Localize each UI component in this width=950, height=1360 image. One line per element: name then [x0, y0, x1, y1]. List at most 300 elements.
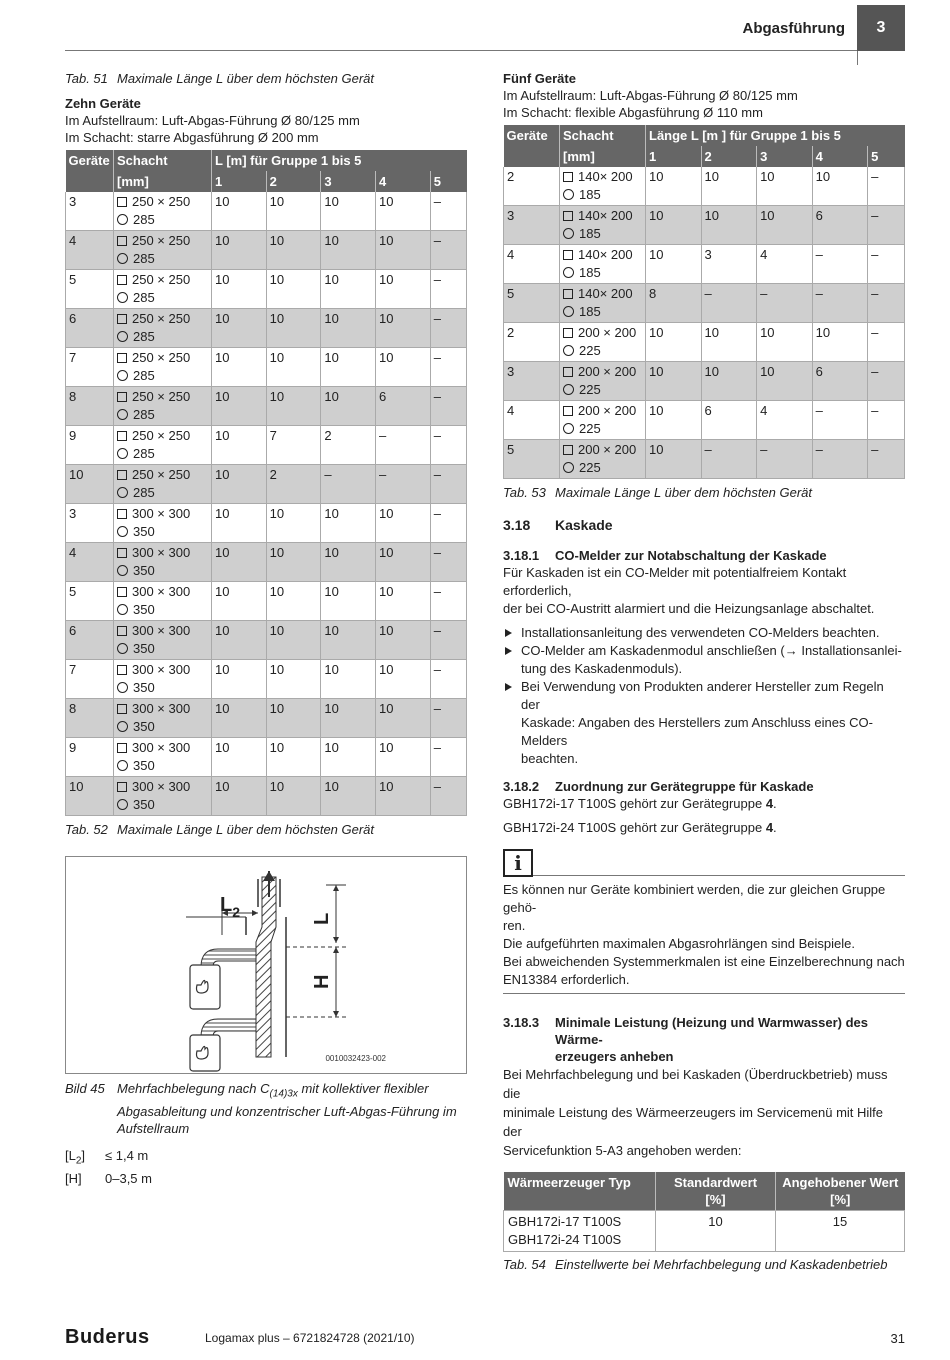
- square-icon: [117, 587, 127, 597]
- cell-group-1: 10: [646, 245, 702, 284]
- cell-schacht: 300 × 300 350: [114, 660, 212, 699]
- cell-group-1: 10: [646, 323, 702, 362]
- th-laenge: L [m] für Gruppe 1 bis 5: [212, 150, 467, 171]
- cell-group-3: 10: [321, 231, 376, 270]
- cell-group-2: 10: [266, 543, 321, 582]
- cell-group-5: –: [868, 362, 905, 401]
- label-l2: $L_2$: [220, 894, 241, 920]
- cell-group-4: 10: [376, 738, 431, 777]
- cell-geraete: 4: [504, 401, 560, 440]
- cell-group-1: 10: [646, 401, 702, 440]
- circle-icon: [563, 189, 574, 200]
- figure-code: 0010032423-002: [325, 1054, 386, 1063]
- intro-line-1-right: Im Aufstellraum: Luft-Abgas-Führung Ø 80/125 mm: [503, 88, 798, 103]
- info-text: Es können nur Geräte kombiniert werden, die zur gleichen Gruppe gehö- ren. Die aufgeführten maximalen Abgasrohrlängen sind Beispiele. Bei abweichenden Systemmerkmalen ist eine Einzelberechnung nach EN13384 erforderlich.: [503, 882, 905, 987]
- info-box: [503, 849, 905, 994]
- table-row: [66, 621, 467, 660]
- s3181-body-2: der bei CO-Austritt alarmiert und die Heizungsanlage abschaltet.: [503, 601, 875, 616]
- cell-group-5: –: [430, 387, 466, 426]
- cell-group-1: 10: [212, 465, 267, 504]
- cell-group-3: 10: [757, 362, 813, 401]
- circle-icon: [117, 643, 128, 654]
- cell-group-5: –: [430, 660, 466, 699]
- cell-group-2: 10: [266, 621, 321, 660]
- cell-group-5: –: [430, 465, 466, 504]
- circle-icon: [563, 306, 574, 317]
- cell-group-2: 10: [266, 660, 321, 699]
- bullet-1: Installationsanleitung des verwendeten CO-Melders beachten.: [503, 624, 905, 642]
- table-row: [66, 738, 467, 777]
- cell-schacht: 250 × 250 285: [114, 309, 212, 348]
- circle-icon: [563, 462, 574, 473]
- cell-group-4: 10: [376, 621, 431, 660]
- table-54: [503, 1172, 905, 1252]
- th-geraete: Geräte: [66, 150, 114, 171]
- th-empty-right: [504, 146, 560, 167]
- cell-geraete: 5: [504, 284, 560, 323]
- cell-group-5: –: [430, 192, 466, 231]
- th-mm-right: [mm]: [560, 146, 646, 167]
- cell-group-3: 10: [321, 348, 376, 387]
- chapter-number: 3: [857, 5, 905, 51]
- cell-group-4: 10: [376, 270, 431, 309]
- cell-geraete: 6: [66, 621, 114, 660]
- s3183-body-3: Servicefunktion 5-A3 angehoben werden:: [503, 1143, 742, 1158]
- cell-group-2: 10: [266, 777, 321, 816]
- cell-group-5: –: [430, 699, 466, 738]
- table-row: [66, 582, 467, 621]
- header-rule: [65, 50, 857, 51]
- tab54-caption: Tab. 54 Einstellwerte bei Mehrfachbelegung und Kaskadenbetrieb: [503, 1257, 888, 1272]
- cell-geraete: 4: [504, 245, 560, 284]
- table-row: [66, 543, 467, 582]
- cell-group-5: –: [430, 504, 466, 543]
- cell-group-4: –: [376, 465, 431, 504]
- cell-group-5: –: [430, 582, 466, 621]
- cell-schacht: 200 × 200 225: [560, 440, 646, 479]
- cell-group-1: 8: [646, 284, 702, 323]
- intro-line-1: Im Aufstellraum: Luft-Abgas-Führung Ø 80/125 mm: [65, 113, 360, 128]
- table-row: [66, 699, 467, 738]
- cell-group-5: –: [868, 401, 905, 440]
- cell-group-4: 10: [812, 167, 868, 206]
- cell-group-5: –: [868, 245, 905, 284]
- header-tick: [857, 51, 858, 65]
- square-icon: [563, 406, 573, 416]
- cell-group-2: 10: [701, 206, 757, 245]
- cell-group-2: 10: [701, 323, 757, 362]
- cell-geraete: 4: [66, 543, 114, 582]
- circle-icon: [117, 214, 128, 225]
- circle-icon: [117, 292, 128, 303]
- cell-group-3: 2: [321, 426, 376, 465]
- circle-icon: [117, 760, 128, 771]
- cell-group-4: 10: [812, 323, 868, 362]
- cell-group-4: –: [812, 245, 868, 284]
- cell-geraete: 2: [504, 167, 560, 206]
- cell-schacht: 250 × 250 285: [114, 387, 212, 426]
- cell-group-4: 10: [376, 504, 431, 543]
- cell-group-2: 3: [701, 245, 757, 284]
- circle-icon: [563, 345, 574, 356]
- cell-group-1: 10: [646, 206, 702, 245]
- table-row: [66, 504, 467, 543]
- cell-group-5: –: [430, 426, 466, 465]
- th-schacht: Schacht: [114, 150, 212, 171]
- cell-group-2: 10: [266, 348, 321, 387]
- cell-group-1: 10: [212, 270, 267, 309]
- cell-group-1: 10: [212, 348, 267, 387]
- cell-group-4: 6: [812, 206, 868, 245]
- circle-icon: [117, 721, 128, 732]
- cell-group-5: –: [868, 440, 905, 479]
- cell-group-2: 10: [266, 582, 321, 621]
- cell-group-4: 10: [376, 699, 431, 738]
- circle-icon: [117, 487, 128, 498]
- square-icon: [563, 289, 573, 299]
- cell-group-2: 7: [266, 426, 321, 465]
- cell-group-1: 10: [212, 543, 267, 582]
- section-heading-ten: Zehn Geräte: [65, 96, 141, 111]
- square-icon: [563, 328, 573, 338]
- cell-schacht: 140× 200 185: [560, 206, 646, 245]
- square-icon: [563, 211, 573, 221]
- t54-h-raised: Angehobener Wert [%]: [776, 1172, 905, 1211]
- cell-schacht: 140× 200 185: [560, 284, 646, 323]
- table-row: [504, 1211, 905, 1252]
- cell-schacht: 200 × 200 225: [560, 323, 646, 362]
- cell-group-1: 10: [212, 699, 267, 738]
- info-icon: i: [503, 849, 533, 877]
- cell-group-2: 10: [701, 167, 757, 206]
- s3181-body-1: Für Kaskaden ist ein CO-Melder mit potentialfreiem Kontakt erforderlich,: [503, 565, 847, 598]
- cell-geraete: 8: [66, 699, 114, 738]
- th-group-4-right: 4: [812, 146, 868, 167]
- cell-group-2: 10: [266, 270, 321, 309]
- square-icon: [563, 367, 573, 377]
- table-row: [504, 206, 905, 245]
- th-empty: [66, 171, 114, 192]
- square-icon: [117, 548, 127, 558]
- square-icon: [117, 314, 127, 324]
- cell-group-2: 10: [266, 699, 321, 738]
- section-3-18-1-heading: 3.18.1 CO-Melder zur Notabschaltung der Kaskade: [503, 548, 827, 563]
- circle-icon: [117, 370, 128, 381]
- cell-group-2: 6: [701, 401, 757, 440]
- cell-schacht: 250 × 250 285: [114, 270, 212, 309]
- th-group-2: 2: [266, 171, 321, 192]
- cell-group-3: 10: [757, 206, 813, 245]
- table-row: [66, 387, 467, 426]
- cell-geraete: 7: [66, 660, 114, 699]
- cell-schacht: 300 × 300 350: [114, 543, 212, 582]
- cell-group-4: –: [376, 426, 431, 465]
- cell-group-1: 10: [212, 660, 267, 699]
- square-icon: [563, 172, 573, 182]
- cell-group-5: –: [430, 621, 466, 660]
- cell-group-2: 10: [266, 504, 321, 543]
- figure-45: [65, 856, 467, 1074]
- cell-group-3: 10: [321, 582, 376, 621]
- cell-group-1: 10: [212, 192, 267, 231]
- table-row: [504, 440, 905, 479]
- cell-group-2: –: [701, 440, 757, 479]
- square-icon: [117, 431, 127, 441]
- cell-group-1: 10: [212, 582, 267, 621]
- cell-group-2: 2: [266, 465, 321, 504]
- legend-l2: $[L_2]$ ≤ 1,4 m: [65, 1147, 149, 1167]
- cell-group-4: 6: [812, 362, 868, 401]
- circle-icon: [117, 448, 128, 459]
- square-icon: [563, 250, 573, 260]
- table-row: [66, 309, 467, 348]
- square-icon: [117, 665, 127, 675]
- table-row: [504, 401, 905, 440]
- cell-group-3: 10: [757, 167, 813, 206]
- cell-group-4: 10: [376, 543, 431, 582]
- circle-icon: [563, 423, 574, 434]
- section-3-18-3-heading: 3.18.3 Minimale Leistung (Heizung und Warmwasser) des Wärme- erzeugers anheben: [503, 1015, 869, 1064]
- s3182-line-2: GBH172i-24 T100S gehört zur Gerätegruppe 4.: [503, 820, 777, 835]
- cell-geraete: 2: [504, 323, 560, 362]
- cell-group-1: 10: [212, 231, 267, 270]
- cell-geraete: 10: [66, 465, 114, 504]
- cell-group-1: 10: [212, 387, 267, 426]
- intro-line-2: Im Schacht: starre Abgasführung Ø 200 mm: [65, 130, 319, 145]
- cell-geraete: 9: [66, 426, 114, 465]
- tab53-caption: Tab. 53 Maximale Länge L über dem höchsten Gerät: [503, 485, 813, 500]
- th-group-3: 3: [321, 171, 376, 192]
- table-row: [66, 465, 467, 504]
- circle-icon: [117, 799, 128, 810]
- cell-group-4: 10: [376, 777, 431, 816]
- table-row: [66, 777, 467, 816]
- cell-group-5: –: [430, 543, 466, 582]
- square-icon: [563, 445, 573, 455]
- table-five-devices: [503, 125, 905, 479]
- cell-schacht: 140× 200 185: [560, 245, 646, 284]
- cell-group-4: 10: [376, 192, 431, 231]
- cell-schacht: 250 × 250 285: [114, 192, 212, 231]
- square-icon: [117, 509, 127, 519]
- cell-group-4: –: [812, 401, 868, 440]
- cell-group-2: 10: [266, 192, 321, 231]
- cell-geraete: 6: [66, 309, 114, 348]
- cell-group-3: 4: [757, 245, 813, 284]
- tab52-caption: Tab. 52 Maximale Länge L über dem höchsten Gerät: [65, 822, 375, 837]
- th-group-3-right: 3: [757, 146, 813, 167]
- table-row: [504, 323, 905, 362]
- cell-schacht: 300 × 300 350: [114, 504, 212, 543]
- cell-group-2: 10: [266, 231, 321, 270]
- bullet-list: [503, 624, 905, 768]
- cell-geraete: 3: [504, 206, 560, 245]
- cell-group-3: 10: [321, 660, 376, 699]
- circle-icon: [117, 682, 128, 693]
- cell-group-5: –: [430, 348, 466, 387]
- circle-icon: [117, 526, 128, 537]
- cell-group-3: 10: [321, 192, 376, 231]
- cell-geraete: 5: [504, 440, 560, 479]
- cell-group-4: –: [812, 440, 868, 479]
- cell-group-3: 10: [321, 699, 376, 738]
- cell-group-5: –: [868, 323, 905, 362]
- label-h: H: [311, 974, 333, 989]
- circle-icon: [117, 565, 128, 576]
- flue-diagram: [66, 857, 466, 1073]
- table-row: [66, 192, 467, 231]
- circle-icon: [117, 331, 128, 342]
- cell-group-3: 10: [321, 777, 376, 816]
- table-row: [504, 284, 905, 323]
- cell-group-3: 10: [757, 323, 813, 362]
- table-row: [66, 270, 467, 309]
- cell-geraete: 7: [66, 348, 114, 387]
- th-group-2-right: 2: [701, 146, 757, 167]
- circle-icon: [117, 604, 128, 615]
- cell-schacht: 300 × 300 350: [114, 738, 212, 777]
- cell-geraete: 9: [66, 738, 114, 777]
- th-schacht-right: Schacht: [560, 125, 646, 146]
- cell-geraete: 10: [66, 777, 114, 816]
- cell-group-2: 10: [701, 362, 757, 401]
- tab51-caption: Tab. 51 Maximale Länge L über dem höchsten Gerät: [65, 71, 375, 86]
- cell-schacht: 300 × 300 350: [114, 582, 212, 621]
- cell-schacht: 250 × 250 285: [114, 465, 212, 504]
- square-icon: [117, 353, 127, 363]
- cell-group-4: 10: [376, 231, 431, 270]
- table-row: [504, 167, 905, 206]
- cell-geraete: 8: [66, 387, 114, 426]
- cell-group-5: –: [430, 270, 466, 309]
- cell-group-2: –: [701, 284, 757, 323]
- cell-group-2: 10: [266, 738, 321, 777]
- cell-group-5: –: [430, 777, 466, 816]
- th-geraete-right: Geräte: [504, 125, 560, 146]
- cell-geraete: 5: [66, 270, 114, 309]
- left-column: [65, 70, 467, 1188]
- table-row: [504, 362, 905, 401]
- cell-geraete: 3: [66, 504, 114, 543]
- cell-group-1: 10: [212, 777, 267, 816]
- cell-group-2: 10: [266, 309, 321, 348]
- square-icon: [117, 236, 127, 246]
- square-icon: [117, 392, 127, 402]
- cell-group-4: 10: [376, 348, 431, 387]
- s3182-line-1: GBH172i-17 T100S gehört zur Gerätegruppe 4.: [503, 796, 777, 811]
- cell-group-5: –: [868, 206, 905, 245]
- th-mm: [mm]: [114, 171, 212, 192]
- section-3-18-heading: 3.18 Kaskade: [503, 517, 613, 533]
- cell-group-4: 10: [376, 582, 431, 621]
- cell-schacht: 200 × 200 225: [560, 362, 646, 401]
- cell-group-4: 6: [376, 387, 431, 426]
- s3183-body-1: Bei Mehrfachbelegung und bei Kaskaden (Überdruckbetrieb) muss die: [503, 1067, 888, 1101]
- cell-group-5: –: [430, 738, 466, 777]
- cell-group-1: 10: [212, 621, 267, 660]
- cell-schacht: 200 × 200 225: [560, 401, 646, 440]
- cell-group-3: 10: [321, 543, 376, 582]
- right-column: [503, 70, 905, 1273]
- th-group-1-right: 1: [646, 146, 702, 167]
- cell-geraete: 3: [504, 362, 560, 401]
- th-group-5-right: 5: [868, 146, 905, 167]
- cell-group-3: –: [757, 440, 813, 479]
- cell-group-1: 10: [212, 309, 267, 348]
- square-icon: [117, 470, 127, 480]
- cell-group-3: –: [757, 284, 813, 323]
- label-l: L: [311, 912, 333, 925]
- th-laenge-right: Länge L [m ] für Gruppe 1 bis 5: [646, 125, 905, 146]
- circle-icon: [117, 409, 128, 420]
- cell-group-1: 10: [212, 426, 267, 465]
- table-row: [66, 660, 467, 699]
- section-3-18-2-heading: 3.18.2 Zuordnung zur Gerätegruppe für Kaskade: [503, 779, 814, 794]
- cell-group-1: 10: [646, 167, 702, 206]
- cell-geraete: 5: [66, 582, 114, 621]
- cell-group-3: 10: [321, 504, 376, 543]
- cell-group-3: 10: [321, 738, 376, 777]
- table-row: [504, 245, 905, 284]
- brand-logo: Buderus: [65, 1326, 150, 1348]
- t54-type: GBH172i-17 T100S GBH172i-24 T100S: [504, 1211, 656, 1252]
- t54-high: 15: [776, 1211, 905, 1252]
- cell-group-4: –: [812, 284, 868, 323]
- square-icon: [117, 782, 127, 792]
- cell-group-5: –: [868, 167, 905, 206]
- cell-group-5: –: [868, 284, 905, 323]
- section-heading-five: Fünf Geräte: [503, 71, 576, 86]
- cell-group-3: 10: [321, 621, 376, 660]
- cell-geraete: 3: [66, 192, 114, 231]
- square-icon: [117, 626, 127, 636]
- cell-schacht: 300 × 300 350: [114, 699, 212, 738]
- cell-group-3: –: [321, 465, 376, 504]
- cell-group-3: 10: [321, 309, 376, 348]
- bullet-3: Bei Verwendung von Produkten anderer Hersteller zum Regeln der Kaskade: Angaben des Herstellers zum Anschluss eines CO-Melders beachten.: [503, 678, 905, 768]
- t54-h-type: Wärmeerzeuger Typ: [504, 1172, 656, 1211]
- cell-group-3: 10: [321, 270, 376, 309]
- cell-group-1: 10: [646, 440, 702, 479]
- cell-group-4: 10: [376, 309, 431, 348]
- table-row: [66, 231, 467, 270]
- cell-schacht: 250 × 250 285: [114, 348, 212, 387]
- bullet-2: CO-Melder am Kaskadenmodul anschließen (→ Installationsanlei- tung des Kaskadenmoduls).: [503, 642, 905, 678]
- t54-h-standard: Standardwert [%]: [656, 1172, 776, 1211]
- cell-schacht: 250 × 250 285: [114, 231, 212, 270]
- t54-std: 10: [656, 1211, 776, 1252]
- cell-group-4: 10: [376, 660, 431, 699]
- circle-icon: [563, 384, 574, 395]
- page-number: 31: [890, 1331, 905, 1346]
- intro-line-2-right: Im Schacht: flexible Abgasführung Ø 110 mm: [503, 105, 763, 120]
- legend-h: [H] 0–3,5 m: [65, 1171, 152, 1187]
- bild45-caption: Bild 45 Mehrfachbelegung nach $C_{(14)3x}$ mit kollektiver flexibler Abgasableitung und konzentrischer Luft-Abgas-Führung im Aufstellraum: [65, 1081, 457, 1136]
- footer-doc-id: Logamax plus – 6721824728 (2021/10): [205, 1331, 415, 1345]
- th-group-1: 1: [212, 171, 267, 192]
- square-icon: [117, 197, 127, 207]
- square-icon: [117, 704, 127, 714]
- table-row: [66, 348, 467, 387]
- th-group-4: 4: [376, 171, 431, 192]
- cell-group-2: 10: [266, 387, 321, 426]
- circle-icon: [117, 253, 128, 264]
- cell-group-5: –: [430, 309, 466, 348]
- cell-schacht: 140× 200 185: [560, 167, 646, 206]
- cell-schacht: 300 × 300 350: [114, 621, 212, 660]
- circle-icon: [563, 228, 574, 239]
- cell-group-1: 10: [212, 738, 267, 777]
